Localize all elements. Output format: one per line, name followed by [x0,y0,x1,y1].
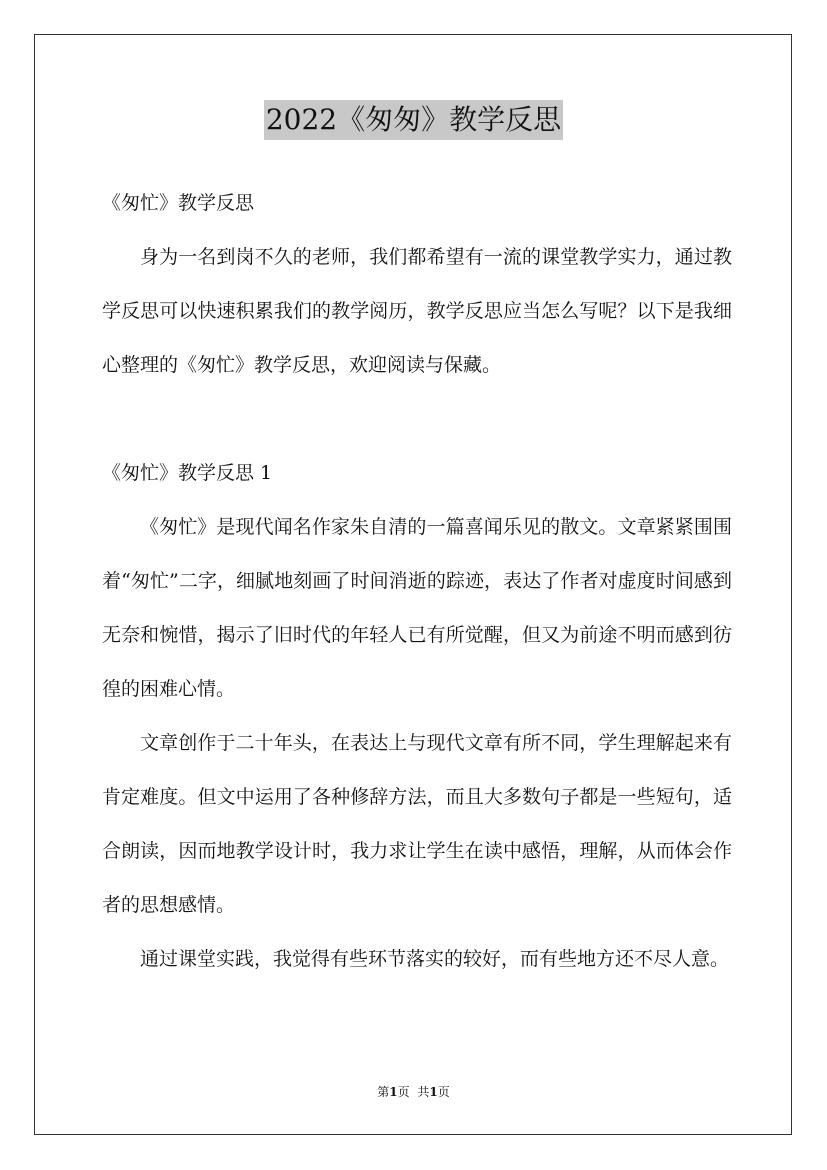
body-paragraph: 通过课堂实践，我觉得有些环节落实的较好，而有些地方还不尽人意。 [140,948,730,970]
section-heading: 《匆忙》教学反思 1 [102,462,273,484]
total-prefix: 共 [417,1085,430,1099]
document-title: 2022《匆匆》教学反思 [264,100,563,140]
intro-paragraph: 身为一名到岗不久的老师，我们都希望有一流的课堂教学实力，通过教学反思可以快速积累我们的教学阅历，教学反思应当怎么写呢？以下是我细心整理的《匆忙》教学反思，欢迎阅读与保藏。 [102,246,732,376]
page-footer [0,1083,827,1101]
total-suffix: 页 [437,1085,450,1099]
total-pages: 1 [429,1085,438,1099]
intro-heading: 《匆忙》教学反思 [102,192,255,214]
title-container [0,100,827,140]
page-number: 1 [389,1085,398,1099]
page-prefix: 第 [377,1085,390,1099]
page-suffix: 页 [397,1085,410,1099]
document-body [102,176,732,986]
body-paragraph: 《匆忙》是现代闻名作家朱自清的一篇喜闻乐见的散文。文章紧紧围围着“匆忙”二字，细腻地刻画了时间消逝的踪迹，表达了作者对虚度时间感到无奈和惋惜，揭示了旧时代的年轻人已有所觉醒，但又为前途不明而感到彷徨的困难心情。 [102,516,732,700]
body-paragraph: 文章创作于二十年头，在表达上与现代文章有所不同，学生理解起来有肯定难度。但文中运用了各种修辞方法，而且大多数句子都是一些短句，适合朗读，因而地教学设计时，我力求让学生在读中感悟，理解，从而体会作者的思想感情。 [102,732,732,916]
section-spacer [102,392,732,446]
